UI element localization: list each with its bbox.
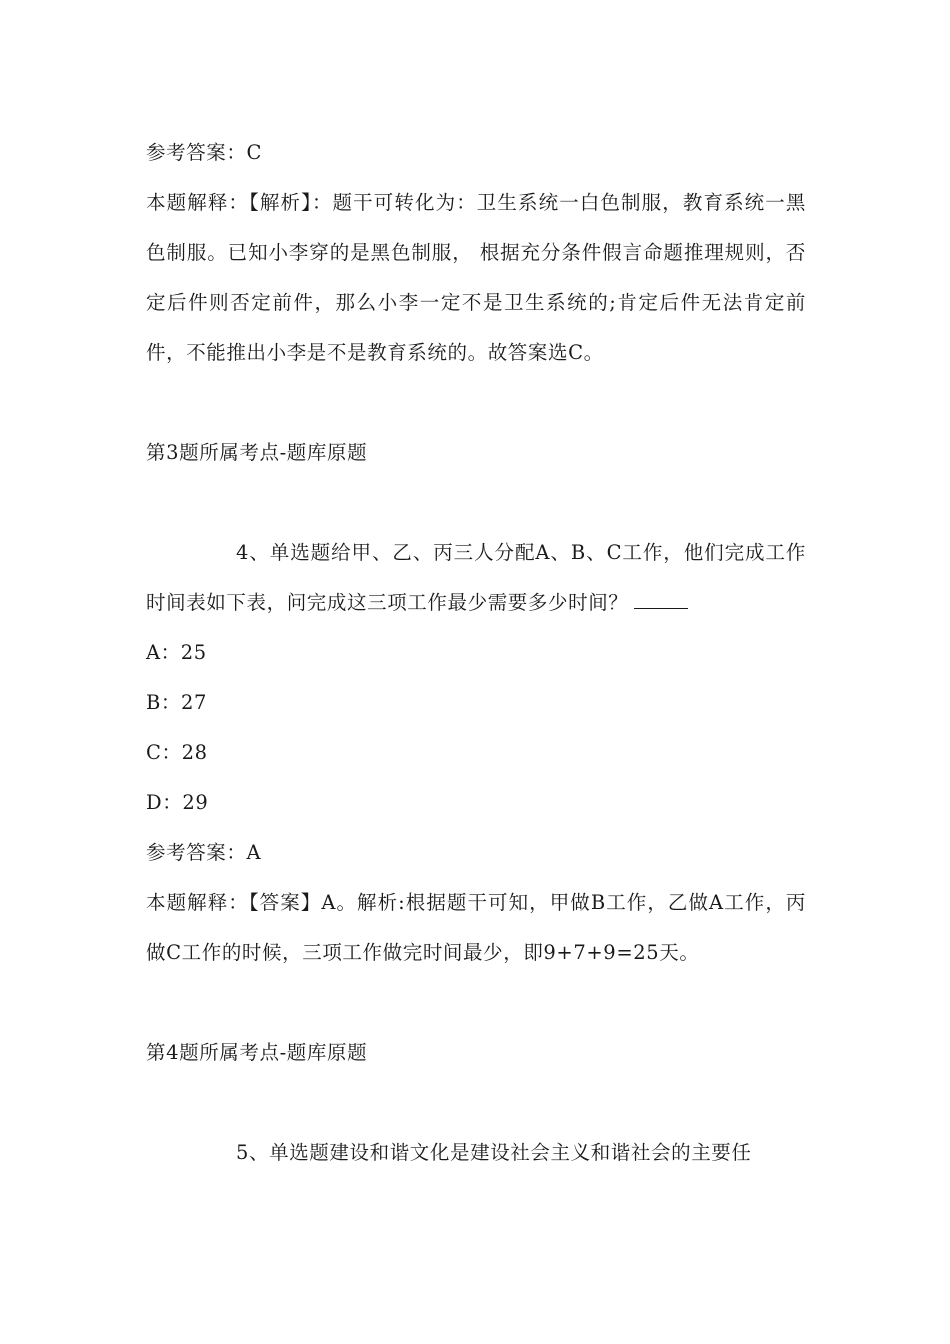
q3-topic: 第3题所属考点-题库原题 — [146, 441, 368, 464]
q4-stem — [146, 528, 806, 628]
answer-blank — [634, 592, 688, 609]
spacer — [146, 978, 806, 1028]
q3-explanation: 本题解释：【解析】：题干可转化为：卫生系统一白色制服，教育系统一黑色制服。已知小李穿的是黑色制服， 根据充分条件假言命题推理规则，否定后件则否定前件，那么小李一定不是卫生系统的;肯定后件无法肯定前件，不能推出小李是不是教育系统的。故答案选C。 — [146, 191, 806, 364]
q4-option-b: B：27 — [146, 691, 208, 714]
q4-answer: 参考答案：A — [146, 841, 262, 864]
q4-option-a: A：25 — [146, 641, 207, 664]
spacer — [146, 478, 806, 528]
document-body — [146, 128, 806, 1178]
q3-answer: 参考答案：C — [146, 141, 263, 164]
q4-topic: 第4题所属考点-题库原题 — [146, 1041, 368, 1064]
q4-stem-text: 4、单选题给甲、乙、丙三人分配A、B、C工作，他们完成工作时间表如下表，问完成这三项工作最少需要多少时间？ — [146, 541, 806, 614]
spacer — [146, 1078, 806, 1128]
q4-explanation: 本题解释：【答案】A。解析:根据题干可知，甲做B工作，乙做A工作，丙做C工作的时候，三项工作做完时间最少，即9+7+9=25天。 — [146, 891, 806, 964]
q4-option-c: C：28 — [146, 741, 208, 764]
q5-stem: 5、单选题建设和谐文化是建设社会主义和谐社会的主要任 — [236, 1141, 752, 1164]
q4-option-d: D：29 — [146, 791, 209, 814]
spacer — [146, 378, 806, 428]
